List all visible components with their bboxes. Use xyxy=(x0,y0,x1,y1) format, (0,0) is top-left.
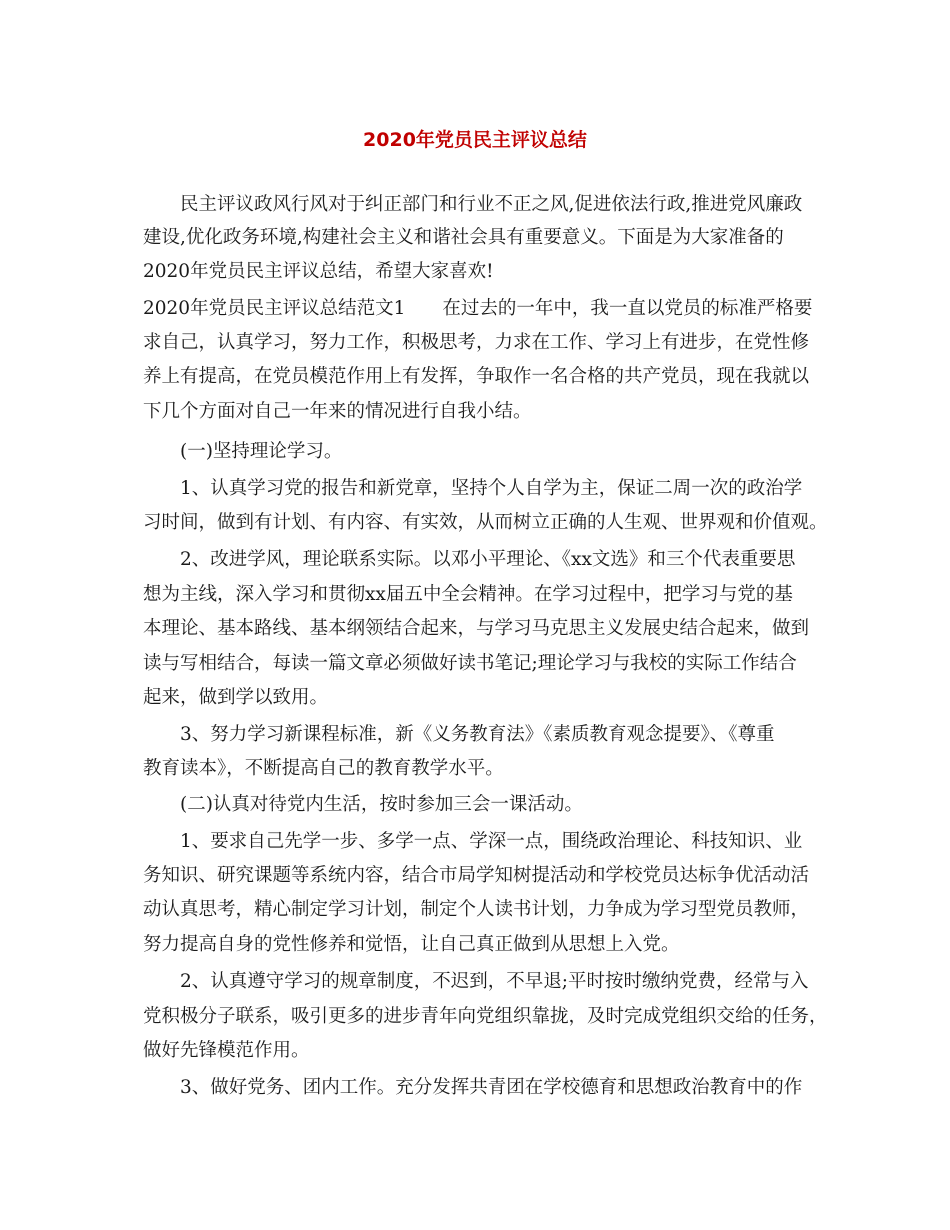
paragraph-line: 努力提高自身的党性修养和觉悟，让自己真正做到从思想上入党。 xyxy=(143,934,680,955)
paragraph-line: 2020年党员民主评议总结范文1 在过去的一年中，我一直以党员的标准严格要 xyxy=(143,298,813,319)
paragraph-line: 读与写相结合，每读一篇文章必须做好读书笔记;理论学习与我校的实际工作结合 xyxy=(143,653,797,674)
paragraph-line: 1、认真学习党的报告和新党章，坚持个人自学为主，保证二周一次的政治学 xyxy=(143,478,803,499)
paragraph-line: 3、努力学习新课程标准，新《义务教育法》《素质教育观念提要》、《尊重 xyxy=(143,724,775,745)
paragraph-line: 3、做好党务、团内工作。充分发挥共青团在学校德育和思想政治教育中的作 xyxy=(143,1077,803,1098)
paragraph-line: 下几个方面对自己一年来的情况进行自我小结。 xyxy=(143,401,532,422)
paragraph-line: 民主评议政风行风对于纠正部门和行业不正之风,促进依法行政,推进党风廉政 xyxy=(143,194,803,215)
paragraph-line: 2、认真遵守学习的规章制度，不迟到，不早退;平时按时缴纳党费，经常与入 xyxy=(143,971,809,992)
paragraph-line: 党积极分子联系，吸引更多的进步青年向党组织靠拢，及时完成党组织交给的任务， xyxy=(143,1006,828,1027)
paragraph-line: 养上有提高，在党员模范作用上有发挥，争取作一名合格的共产党员，现在我就以 xyxy=(143,366,810,387)
paragraph-line: 习时间，做到有计划、有内容、有实效，从而树立正确的人生观、世界观和价值观。 xyxy=(143,512,828,533)
paragraph-line: 建设,优化政务环境,构建社会主义和谐社会具有重要意义。下面是为大家准备的 xyxy=(143,227,784,248)
paragraph-line: 2、改进学风，理论联系实际。以邓小平理论、《xx文选》和三个代表重要思 xyxy=(143,549,796,570)
section-heading: (二)认真对待党内生活，按时参加三会一课活动。 xyxy=(143,794,583,815)
paragraph-line: 本理论、基本路线、基本纲领结合起来，与学习马克思主义发展史结合起来，做到 xyxy=(143,618,810,639)
paragraph-line: 想为主线，深入学习和贯彻xx届五中全会精神。在学习过程中，把学习与党的基 xyxy=(143,584,793,605)
paragraph-line: 2020年党员民主评议总结，希望大家喜欢! xyxy=(143,261,494,282)
paragraph-line: 动认真思考，精心制定学习计划，制定个人读书计划，力争成为学习型党员教师， xyxy=(143,899,810,920)
paragraph-line: 起来，做到学以致用。 xyxy=(143,687,329,708)
paragraph-line: 教育读本》，不断提高自己的教育教学水平。 xyxy=(143,758,504,779)
paragraph-line: 务知识、研究课题等系统内容，结合市局学知树提活动和学校党员达标争优活动活 xyxy=(143,865,810,886)
paragraph-line: 求自己，认真学习，努力工作，积极思考，力求在工作、学习上有进步，在党性修 xyxy=(143,332,810,353)
section-heading: (一)坚持理论学习。 xyxy=(143,441,343,462)
paragraph-line: 做好先锋模范作用。 xyxy=(143,1040,310,1061)
document-title: 2020年党员民主评议总结 xyxy=(363,129,587,151)
paragraph-line: 1、要求自己先学一步、多学一点、学深一点，围绕政治理论、科技知识、业 xyxy=(143,831,803,852)
